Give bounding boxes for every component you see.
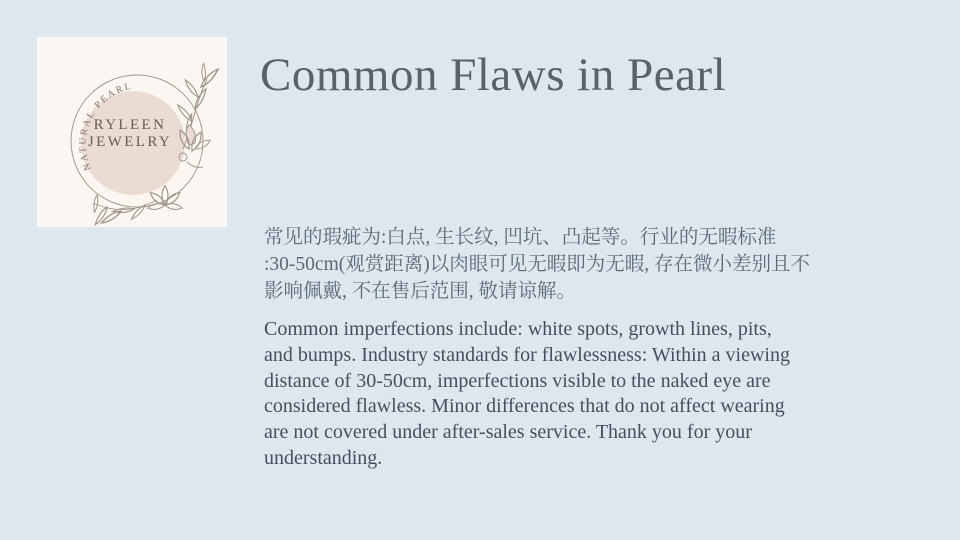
english-paragraph-line: Common imperfections include: white spots, growth lines, pits, <box>264 318 772 340</box>
chinese-paragraph-line: 常见的瑕疵为:白点, 生长纹, 凹坑、凸起等。行业的无暇标准 <box>264 227 777 248</box>
english-paragraph-line: and bumps. Industry standards for flawlessness: Within a viewing <box>264 343 790 366</box>
brand-logo <box>37 37 227 227</box>
logo-arc-text: NATURAL PEARL <box>78 81 134 172</box>
brand-logo-graphic <box>37 37 227 227</box>
chinese-paragraph-line: :30-50cm(观赏距离)以肉眼可见无暇即为无暇, 存在微小差别且不 <box>264 254 810 275</box>
english-paragraph-line: distance of 30-50cm, imperfections visible to the naked eye are <box>264 369 771 392</box>
logo-brand-name-line1: RYLEEN <box>93 117 167 133</box>
english-paragraph-line: are not covered under after-sales service. Thank you for your <box>264 421 752 444</box>
english-paragraph-line: considered flawless. Minor differences that do not affect wearing <box>264 395 785 418</box>
slide-body <box>264 224 864 472</box>
english-paragraph <box>264 317 864 472</box>
chinese-paragraph <box>264 224 864 305</box>
english-paragraph-line: understanding. <box>264 446 383 469</box>
chinese-paragraph-line: 影响佩戴, 不在售后范围, 敬请谅解。 <box>264 281 577 302</box>
page-title: Common Flaws in Pearl <box>260 49 727 101</box>
logo-brand-name-line2: JEWELRY <box>87 134 173 150</box>
